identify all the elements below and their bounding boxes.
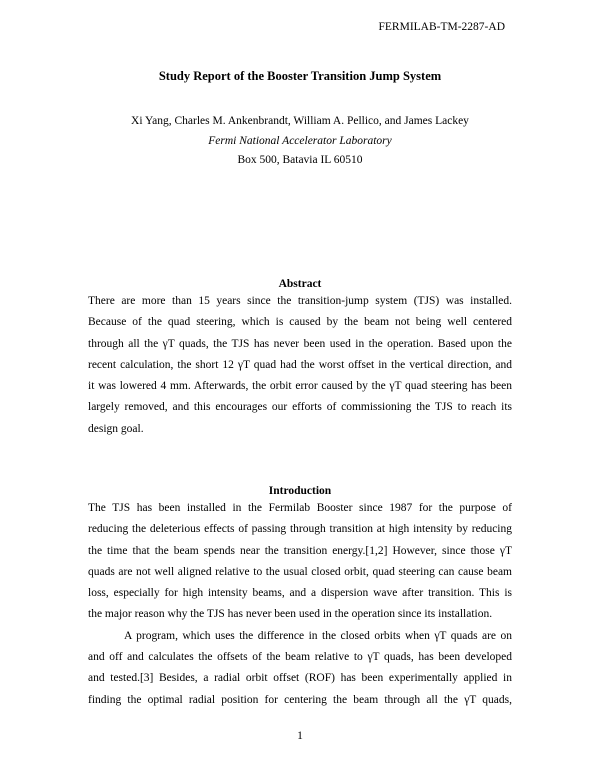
intro-line: and off and calculates the offsets of the beam relative to γT quads, has been developed bbox=[88, 651, 512, 664]
intro-line: loss, especially for high intensity beams, and a dispersion wave after transition. This is bbox=[88, 587, 512, 600]
abstract-line: Because of the quad steering, which is caused by the beam not being well centered bbox=[88, 316, 512, 329]
intro-line: quads are not well aligned relative to the usual closed orbit, quad steering can cause beam bbox=[88, 565, 512, 578]
abstract-line: There are more than 15 years since the transition-jump system (TJS) was installed. bbox=[88, 295, 512, 307]
abstract-line: it was lowered 4 mm. Afterwards, the orbit error caused by the γT quad steering has been bbox=[88, 380, 512, 393]
abstract-line: through all the γT quads, the TJS has never been used in the operation. Based upon the bbox=[88, 337, 512, 350]
page-number: 1 bbox=[297, 730, 303, 742]
abstract-body bbox=[88, 291, 512, 440]
author-list: Xi Yang, Charles M. Ankenbrandt, William A. Pellico, and James Lackey bbox=[131, 115, 469, 127]
intro-line: the time that the beam spends near the transition energy.[1,2] However, since those γT bbox=[88, 544, 512, 557]
intro-line: The TJS has been installed in the Fermilab Booster since 1987 for the purpose of bbox=[88, 502, 512, 514]
abstract-line: recent calculation, the short 12 γT quad had the worst offset in the vertical direction, and bbox=[88, 358, 512, 371]
paper-title: Study Report of the Booster Transition Jump System bbox=[158, 69, 442, 83]
intro-line: the major reason why the TJS has never been used in the operation since its installation. bbox=[88, 608, 493, 621]
intro-line: reducing the deleterious effects of passing through transition at high intensity by reducing bbox=[88, 523, 512, 536]
affiliation: Fermi National Accelerator Laboratory bbox=[208, 135, 392, 147]
introduction-heading: Introduction bbox=[268, 485, 332, 497]
introduction-body bbox=[88, 498, 512, 711]
intro-line: finding the optimal radial position for centering the beam through all the γT quads, bbox=[88, 693, 512, 706]
abstract-line: largely removed, and this encourages our efforts of commissioning the TJS to reach its bbox=[88, 401, 512, 414]
abstract-heading: Abstract bbox=[278, 278, 322, 290]
abstract-line: design goal. bbox=[88, 422, 144, 435]
address: Box 500, Batavia IL 60510 bbox=[237, 154, 363, 166]
report-id: FERMILAB-TM-2287-AD bbox=[378, 21, 505, 33]
intro-line: and tested.[3] Besides, a radial orbit offset (ROF) has been experimentally applied in bbox=[88, 672, 512, 685]
intro-line: A program, which uses the difference in the closed orbits when γT quads are on bbox=[124, 629, 512, 642]
